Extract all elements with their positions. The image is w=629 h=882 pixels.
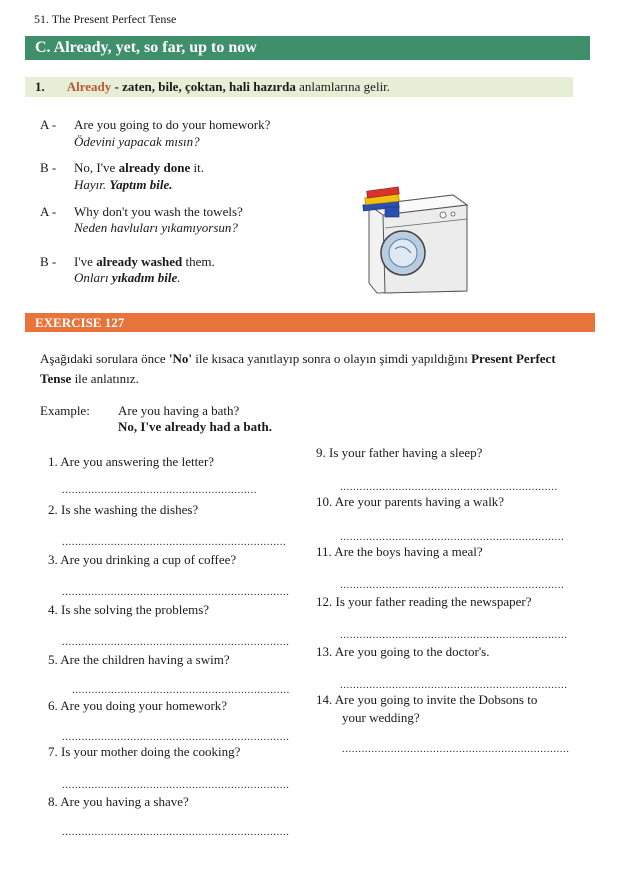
question-14-continued: your wedding? bbox=[342, 710, 420, 725]
text-part: Hayır. bbox=[74, 177, 110, 192]
rule-meaning: - zaten, bile, çoktan, hali hazırda bbox=[111, 79, 296, 94]
text-bold: Present Perfect Tense bbox=[40, 351, 556, 386]
answer-line-7: ...................................................................... bbox=[62, 779, 290, 791]
answer-line-13: ...................................................................... bbox=[340, 679, 568, 691]
rule-keyword: Already bbox=[66, 79, 112, 94]
text-part: I've bbox=[74, 254, 97, 269]
text-part: them. bbox=[182, 254, 215, 269]
text-part: Onları bbox=[74, 270, 112, 285]
exercise-instruction bbox=[40, 349, 580, 389]
text-bold: Yaptım bile. bbox=[109, 177, 173, 192]
text-bold: already washed bbox=[96, 254, 183, 269]
answer-line-9: ................................................................... bbox=[340, 481, 558, 493]
question-4: 4. Is she solving the problems? bbox=[48, 602, 210, 617]
rule-rest: anlamlarına gelir. bbox=[295, 79, 391, 94]
answer-line-1: ............................................................ bbox=[62, 484, 257, 496]
text-bold: yıkadım bile bbox=[111, 270, 178, 285]
question-1: 1. Are you answering the letter? bbox=[48, 454, 215, 469]
answer-line-8: ...................................................................... bbox=[62, 826, 290, 838]
question-5: 5. Are the children having a swim? bbox=[48, 652, 230, 667]
answer-line-10: ..................................................................... bbox=[340, 531, 565, 543]
text-part: ile kısaca yanıtlayıp sonra o olayın şimdi yapıldığını bbox=[192, 351, 472, 366]
speaker-b-2: B - bbox=[40, 254, 57, 269]
exercise-title: EXERCISE 127 bbox=[25, 313, 595, 332]
text-bold: already done bbox=[118, 160, 191, 175]
question-7: 7. Is your mother doing the cooking? bbox=[48, 744, 241, 759]
question-10: 10. Are your parents having a walk? bbox=[316, 494, 505, 509]
dialogue-tr-2 bbox=[74, 177, 172, 193]
question-8: 8. Are you having a shave? bbox=[48, 794, 189, 809]
answer-line-4: ...................................................................... bbox=[62, 636, 290, 648]
question-3: 3. Are you drinking a cup of coffee? bbox=[48, 552, 237, 567]
answer-line-11: ..................................................................... bbox=[340, 579, 565, 591]
dialogue-en-2 bbox=[74, 160, 204, 176]
question-9: 9. Is your father having a sleep? bbox=[316, 445, 483, 460]
dialogue-en-1: Are you going to do your homework? bbox=[74, 117, 271, 132]
text-part: Aşağıdaki sorulara önce bbox=[40, 351, 169, 366]
speaker-a-1: A - bbox=[40, 117, 57, 132]
speaker-a-2: A - bbox=[40, 204, 57, 219]
text-part: . bbox=[177, 270, 181, 285]
dialogue-tr-3: Neden havluları yıkamıyorsun? bbox=[74, 220, 238, 235]
rule-number: 1. bbox=[35, 79, 45, 94]
text-part: it. bbox=[190, 160, 204, 175]
question-11: 11. Are the boys having a meal? bbox=[316, 544, 483, 559]
answer-line-5: ................................................................... bbox=[72, 684, 290, 696]
example-answer: No, I've already had a bath. bbox=[118, 419, 272, 434]
answer-line-12: ...................................................................... bbox=[340, 629, 568, 641]
answer-line-6: ...................................................................... bbox=[62, 731, 290, 743]
text-part: ile anlatınız. bbox=[71, 371, 139, 386]
speaker-b-1: B - bbox=[40, 160, 57, 175]
dialogue-en-3: Why don't you wash the towels? bbox=[74, 204, 243, 219]
rule-line bbox=[25, 77, 573, 97]
washing-machine-illustration bbox=[355, 183, 480, 295]
text-bold: 'No' bbox=[168, 351, 192, 366]
example-question: Are you having a bath? bbox=[118, 403, 240, 418]
question-12: 12. Is your father reading the newspaper? bbox=[316, 594, 532, 609]
page-header: 51. The Present Perfect Tense bbox=[34, 12, 177, 26]
answer-line-2: ..................................................................... bbox=[62, 536, 287, 548]
question-13: 13. Are you going to the doctor's. bbox=[316, 644, 490, 659]
question-6: 6. Are you doing your homework? bbox=[48, 698, 228, 713]
answer-line-3: ...................................................................... bbox=[62, 586, 290, 598]
example-label: Example: bbox=[40, 403, 90, 418]
question-14: 14. Are you going to invite the Dobsons to bbox=[316, 692, 538, 707]
section-title: C. Already, yet, so far, up to now bbox=[25, 36, 590, 60]
text-part: No, I've bbox=[74, 160, 119, 175]
dialogue-en-4 bbox=[74, 254, 215, 270]
dialogue-tr-4 bbox=[74, 270, 181, 286]
question-2: 2. Is she washing the dishes? bbox=[48, 502, 199, 517]
dialogue-tr-1: Ödevini yapacak mısın? bbox=[74, 134, 200, 149]
answer-line-14: ...................................................................... bbox=[342, 743, 570, 755]
